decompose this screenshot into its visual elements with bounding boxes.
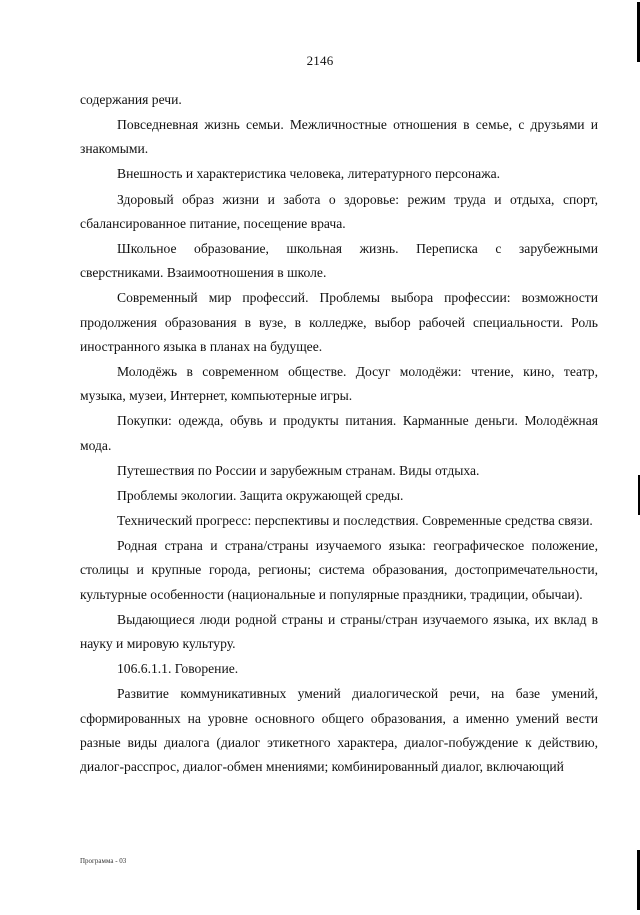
paragraph-continuation: содержания речи. <box>80 92 182 107</box>
paragraph-ecology: Проблемы экологии. Защита окружающей среды. <box>117 487 404 503</box>
paragraph-dialogue-skills: Развитие коммуникативных умений диалогической речи, на базе умений, сформированных на уровне основного общего образования, а именно умений вести разные виды диалога (диалог этикетного характера, диалог-побуждение к действию, диалог-расспрос, диалог-обмен мнениями; комбинированный диалог, включающий <box>80 686 598 775</box>
paragraph-native-country: Родная страна и страна/страны изучаемого языка: географическое положение, столицы и крупные города, регионы; система образования, достопримечательности, культурные особенности (национальные и популярные праздники, традиции, обычаи). <box>80 538 598 602</box>
paragraph-professions: Современный мир профессий. Проблемы выбора профессии: возможности продолжения образования в вузе, в колледже, выбор рабочей специальности. Роль иностранного языка в планах на будущее. <box>80 290 598 354</box>
paragraph-youth: Молодёжь в современном обществе. Досуг молодёжи: чтение, кино, театр, музыка, музеи, Интернет, компьютерные игры. <box>80 364 598 404</box>
page-number: 2146 <box>306 53 334 68</box>
paragraph-healthy-lifestyle: Здоровый образ жизни и забота о здоровье: режим труда и отдыха, спорт, сбалансированное питание, посещение врача. <box>80 191 598 231</box>
paragraph-shopping: Покупки: одежда, обувь и продукты питания. Карманные деньги. Молодёжная мода. <box>80 413 598 453</box>
paragraph-technical-progress: Технический прогресс: перспективы и последствия. Современные средства связи. <box>117 513 593 529</box>
footer-note: Программа - 03 <box>80 857 127 865</box>
paragraph-family-life: Повседневная жизнь семьи. Межличностные отношения в семье, с друзьями и знакомыми. <box>80 117 598 157</box>
paragraph-travel: Путешествия по России и зарубежным странам. Виды отдыха. <box>117 462 480 478</box>
paragraph-outstanding-people: Выдающиеся люди родной страны и страны/стран изучаемого языка, их вклад в науку и мировую культуру. <box>80 611 598 652</box>
document-body <box>80 88 598 779</box>
section-heading-speaking: 106.6.1.1. Говорение. <box>117 661 239 677</box>
paragraph-school-education: Школьное образование, школьная жизнь. Переписка с зарубежными сверстниками. Взаимоотношения в школе. <box>80 240 598 281</box>
paragraph-appearance: Внешность и характеристика человека, литературного персонажа. <box>117 166 501 182</box>
